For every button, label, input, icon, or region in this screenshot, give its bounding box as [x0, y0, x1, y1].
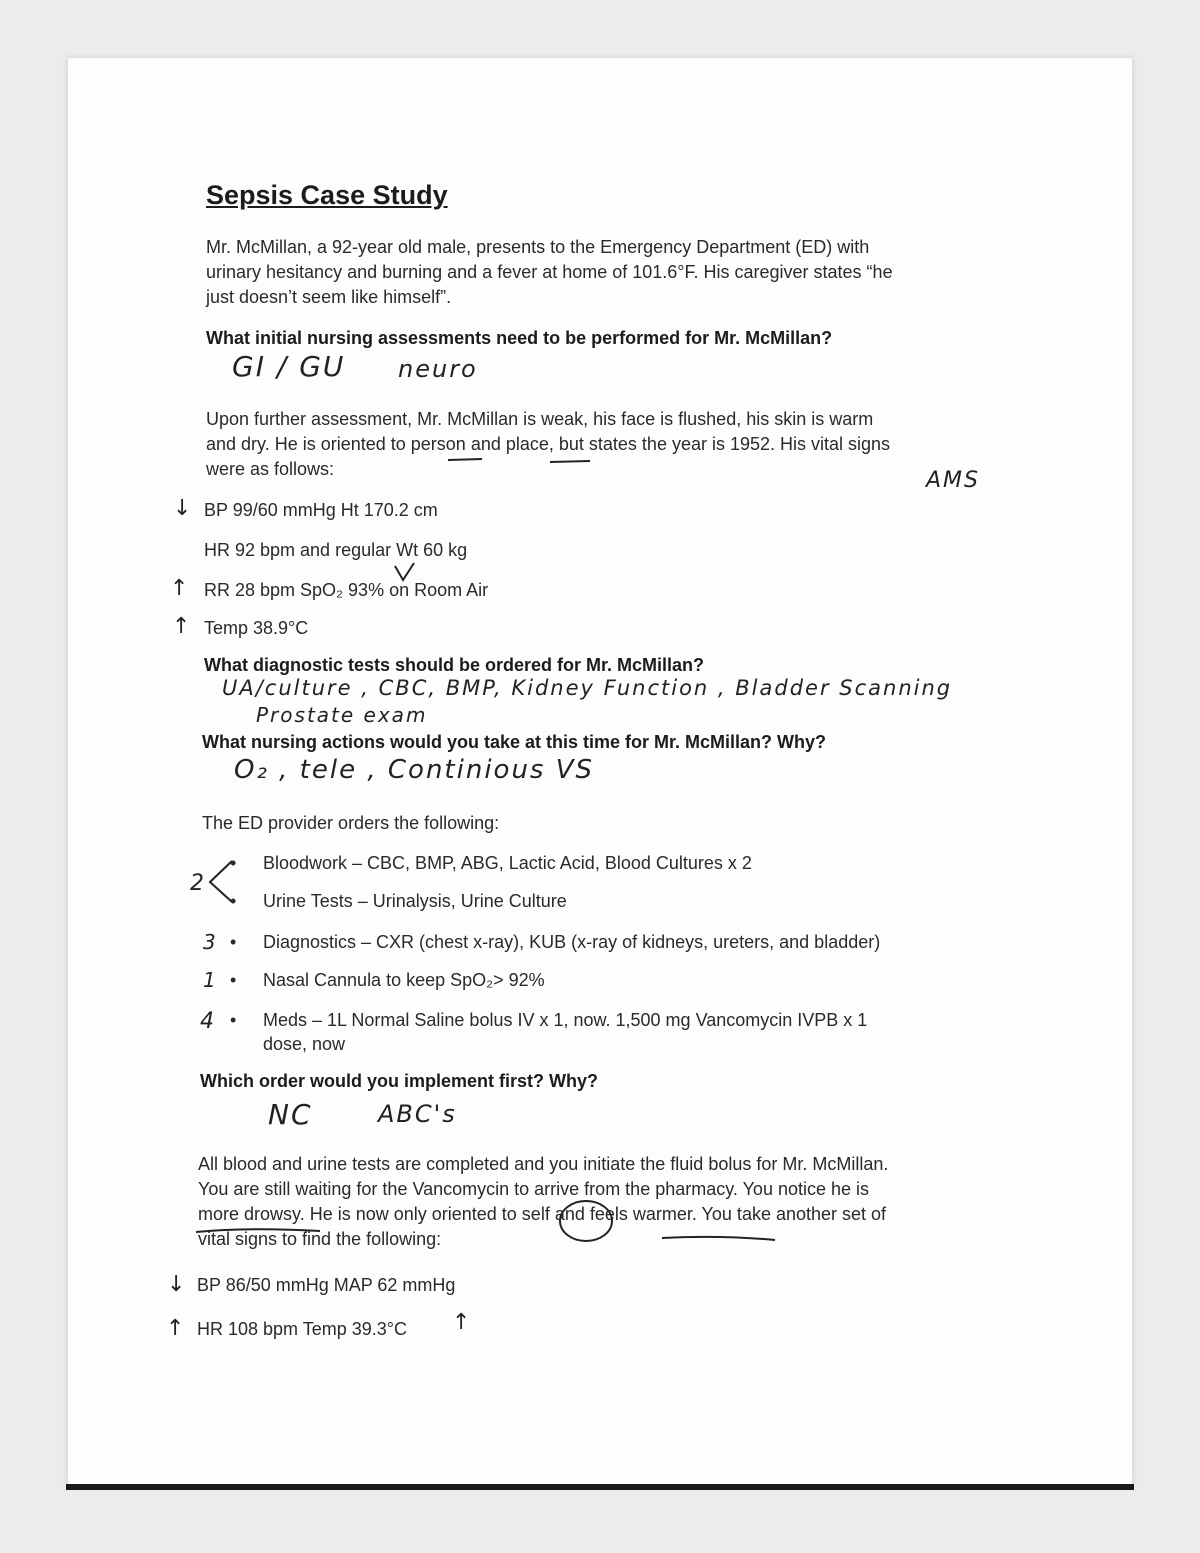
progress-line: All blood and urine tests are completed and you initiate the fluid bolus for Mr. McMillan. [198, 1154, 889, 1174]
handwritten-number-3: 3 [203, 930, 216, 954]
order-text: Bloodwork – CBC, BMP, ABG, Lactic Acid, Blood Cultures x 2 [263, 853, 752, 873]
vital-bp-map: BP 86/50 mmHg MAP 62 mmHg [197, 1275, 456, 1295]
vital-hr-temp: HR 108 bpm Temp 39.3°C [197, 1319, 407, 1339]
down-arrow-icon: ↓ [173, 496, 192, 521]
vital-hr-wt: HR 92 bpm and regular Wt 60 kg [204, 540, 468, 560]
bullet-icon: • [230, 932, 237, 952]
vital-temp: Temp 38.9°C [204, 618, 309, 638]
question-initial-assessments: What initial nursing assessments need to be performed for Mr. McMillan? [206, 328, 833, 348]
intro-line: Mr. McMillan, a 92-year old male, presents to the Emergency Department (ED) with [206, 237, 870, 257]
bullet-icon: • [230, 1010, 237, 1030]
bullet-icon: • [230, 970, 237, 990]
progress-line: vital signs to find the following: [198, 1229, 442, 1249]
assessment-line: Upon further assessment, Mr. McMillan is weak, his face is flushed, his skin is warm [206, 409, 874, 429]
intro-line: urinary hesitancy and burning and a fever at home of 101.6°F. His caregiver states “he [206, 262, 893, 282]
order-text: Diagnostics – CXR (chest x-ray), KUB (x-ray of kidneys, ureters, and bladder) [263, 932, 881, 952]
down-arrow-icon: ↓ [167, 1272, 186, 1297]
handwritten-note-ams: AMS [926, 468, 980, 493]
handwritten-number-1: 1 [203, 968, 216, 992]
vital-bp-ht: BP 99/60 mmHg Ht 170.2 cm [204, 500, 438, 520]
progress-line: You are still waiting for the Vancomycin to arrive from the pharmacy. You notice he is [198, 1179, 870, 1199]
up-arrow-icon: ↑ [166, 1316, 185, 1341]
up-arrow-icon: ↑ [172, 614, 191, 639]
handwritten-underlines [440, 456, 600, 468]
document-title: Sepsis Case Study [206, 180, 448, 210]
up-arrow-icon: ↑ [170, 576, 189, 601]
assessment-line: and dry. He is oriented to person and place, but states the year is 1952. His vital signs [206, 434, 891, 454]
handwritten-number-4: 4 [200, 1009, 214, 1034]
scan-bottom-edge [66, 1484, 1134, 1490]
order-continuation: dose, now [263, 1034, 346, 1054]
question-diagnostic-tests: What diagnostic tests should be ordered for Mr. McMillan? [204, 655, 705, 675]
handwritten-answer-diagnostics: UA/culture , CBC, BMP, Kidney Function , Bladder Scanning [222, 676, 953, 700]
handwritten-answer-nc: NC [268, 1098, 313, 1131]
order-text: Meds – 1L Normal Saline bolus IV x 1, now. 1,500 mg Vancomycin IVPB x 1 [263, 1010, 868, 1030]
order-text: Nasal Cannula to keep SpO₂> 92% [263, 970, 545, 990]
progress-line: more drowsy. He is now only oriented to self and feels warmer. You take another set of [198, 1204, 887, 1224]
handwritten-answer-neuro: neuro [398, 355, 478, 383]
order-text: Urine Tests – Urinalysis, Urine Culture [263, 891, 567, 911]
check-mark-icon [392, 562, 418, 584]
handwritten-answer-abcs: ABC's [378, 1100, 457, 1128]
handwritten-answer-actions: O₂ , tele , Continious VS [234, 755, 595, 785]
bullet-icon: • [230, 853, 237, 873]
orders-intro: The ED provider orders the following: [202, 813, 500, 833]
handwritten-answer-gi-gu: GI / GU [232, 350, 346, 383]
handwritten-answer-prostate: Prostate exam [256, 703, 428, 727]
assessment-line: were as follows: [206, 459, 335, 479]
intro-line: just doesn’t seem like himself”. [206, 287, 452, 307]
assessment-paragraph [206, 407, 890, 482]
intro-paragraph [206, 235, 893, 310]
bullet-icon: • [230, 891, 237, 911]
question-first-order: Which order would you implement first? Why? [200, 1071, 599, 1091]
handwritten-markings [190, 1195, 790, 1255]
handwritten-number-2: 2 [190, 871, 204, 896]
up-arrow-icon: ↑ [452, 1310, 471, 1335]
vital-rr-spo2: RR 28 bpm SpO₂ 93% on Room Air [204, 580, 489, 600]
question-nursing-actions: What nursing actions would you take at this time for Mr. McMillan? Why? [202, 732, 827, 752]
